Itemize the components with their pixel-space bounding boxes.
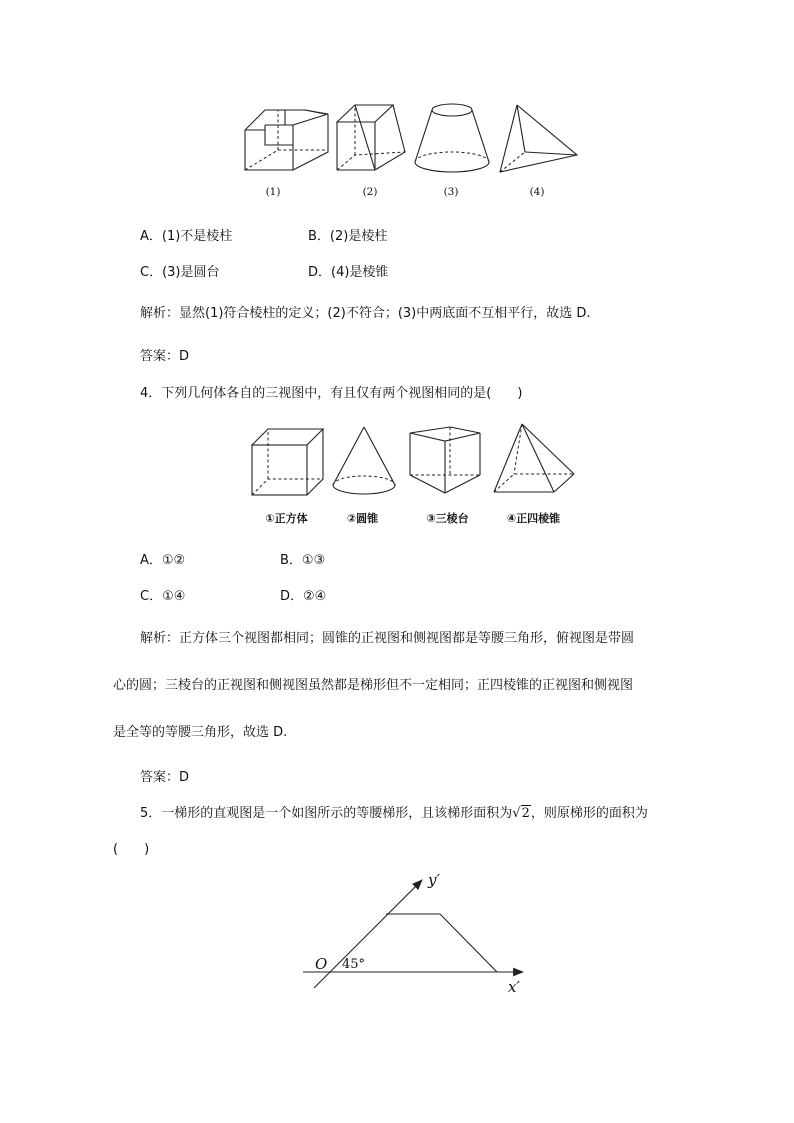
q5-y-axis-label: y′ bbox=[428, 871, 440, 889]
q4-pyramid bbox=[490, 422, 580, 497]
q4-analysis-line-1: 解析：正方体三个视图都相同；圆锥的正视图和侧视图都是等腰三角形，俯视图是带圆 bbox=[140, 631, 635, 646]
q4-caption-4: ④正四棱锥 bbox=[506, 512, 561, 525]
q3-caption-3: (3) bbox=[443, 186, 459, 198]
q3-caption-2: (2) bbox=[362, 186, 378, 198]
q4-answer: 答案：D bbox=[140, 770, 190, 785]
q3-option-b: B．(2)是棱柱 bbox=[308, 229, 388, 244]
q3-analysis: 解析：显然(1)符合棱柱的定义；(2)不符合；(3)中两底面不互相平行，故选 D. bbox=[140, 306, 591, 321]
q5-sqrt: √2 bbox=[512, 806, 530, 821]
q5-x-axis-label: x′ bbox=[508, 978, 520, 996]
q5-trapezoid bbox=[386, 914, 497, 972]
q4-option-a: A．①② bbox=[140, 553, 186, 568]
q5-stem-line-2: ( ) bbox=[113, 842, 150, 857]
q4-analysis-line-3: 是全等的等腰三角形，故选 D. bbox=[113, 725, 288, 740]
q5-stem-before: 5．一梯形的直观图是一个如图所示的等腰梯形，且该梯形面积为 bbox=[140, 806, 513, 821]
q4-caption-3: ③三棱台 bbox=[426, 512, 469, 525]
q4-caption-2: ②圆锥 bbox=[346, 512, 379, 525]
q3-caption-4: (4) bbox=[529, 186, 545, 198]
q3-option-a: A．(1)不是棱柱 bbox=[140, 229, 233, 244]
q3-answer: 答案：D bbox=[140, 349, 190, 364]
q5-trapezoid-diagram bbox=[300, 868, 535, 993]
q3-solid-4 bbox=[497, 100, 582, 180]
q4-frustum bbox=[405, 425, 485, 497]
q5-stem bbox=[140, 802, 648, 821]
q3-caption-1: (1) bbox=[265, 186, 281, 198]
q4-caption-1: ①正方体 bbox=[265, 512, 308, 525]
q3-option-d: D．(4)是棱锥 bbox=[308, 265, 389, 280]
q5-stem-after: ，则原梯形的面积为 bbox=[530, 806, 648, 821]
q3-solid-3 bbox=[412, 100, 492, 180]
q5-angle-label: 45° bbox=[342, 957, 366, 972]
q5-origin-label: O bbox=[315, 955, 328, 973]
q3-option-c: C．(3)是圆台 bbox=[140, 265, 220, 280]
q4-option-d: D．②④ bbox=[280, 589, 327, 604]
q4-option-c: C．①④ bbox=[140, 589, 186, 604]
q4-cube bbox=[248, 425, 328, 497]
q4-stem: 4．下列几何体各自的三视图中，有且仅有两个视图相同的是( ) bbox=[140, 386, 523, 401]
q3-solid-1 bbox=[240, 100, 335, 180]
q5-sqrt-radicand: 2 bbox=[521, 806, 530, 821]
q4-option-b: B．①③ bbox=[280, 553, 326, 568]
q3-solid-2 bbox=[335, 100, 415, 180]
q4-cone bbox=[330, 425, 400, 497]
q4-analysis-line-2: 心的圆；三棱台的正视图和侧视图虽然都是梯形但不一定相同；正四棱锥的正视图和侧视图 bbox=[113, 678, 634, 693]
